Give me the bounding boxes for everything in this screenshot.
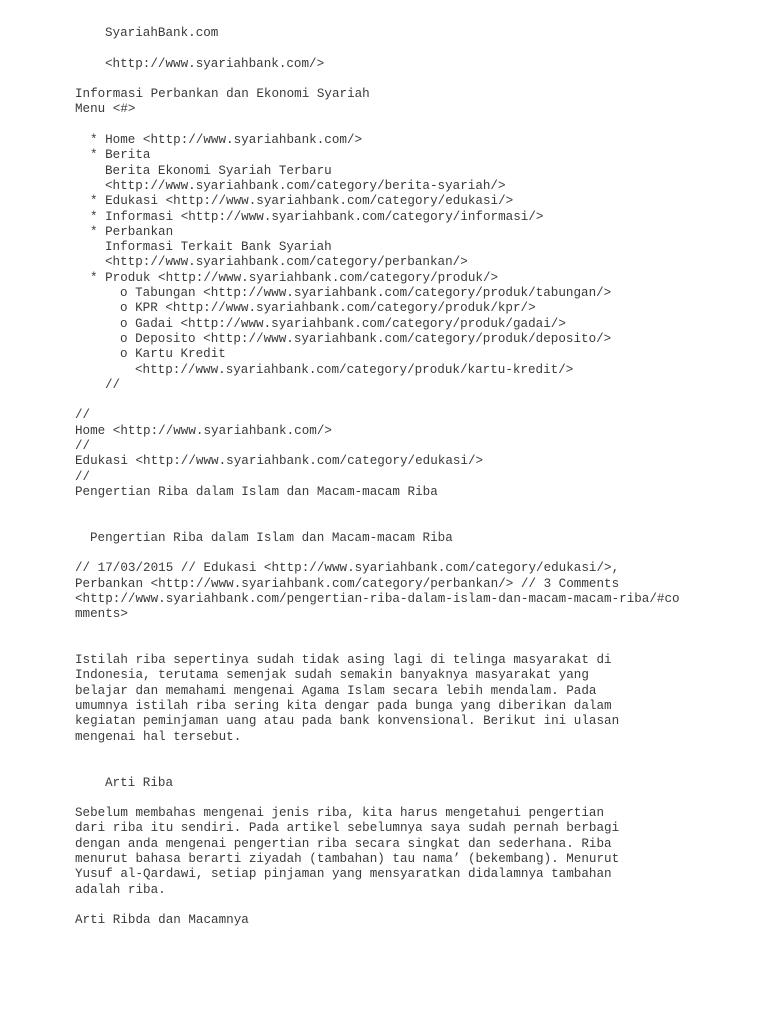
site-url-link[interactable]: <http://www.syariahbank.com/> [105, 56, 325, 71]
article-meta-line[interactable]: <http://www.syariahbank.com/pengertian-riba-dalam-islam-dan-macam-macam-riba/#co [75, 591, 680, 606]
breadcrumb-separator: // [75, 439, 91, 454]
article-paragraph [75, 806, 725, 898]
paragraph-line: belajar dan memahami mengenai Agama Islam secara lebih mendalam. Pada [75, 683, 597, 698]
site-tagline: Informasi Perbankan dan Ekonomi Syariah [75, 87, 370, 102]
breadcrumb-separator: // [75, 408, 91, 423]
article-meta-line[interactable]: mments> [75, 607, 128, 622]
paragraph-line: menurut bahasa berarti ziyadah (tambahan) tau nama’ (bekembang). Menurut [75, 852, 620, 867]
nav-item-home[interactable]: * Home <http://www.syariahbank.com/> [90, 133, 363, 148]
nav-subitem-kartu-kredit[interactable]: o Kartu Kredit [120, 347, 226, 362]
nav-item-berita-url[interactable]: <http://www.syariahbank.com/category/berita-syariah/> [105, 178, 506, 193]
article-title: Pengertian Riba dalam Islam dan Macam-macam Riba [90, 530, 453, 545]
breadcrumb-separator: // [75, 469, 91, 484]
paragraph-line: umumnya istilah riba sering kita dengar pada bunga yang diberikan dalam [75, 699, 612, 714]
nav-subitem-kartu-kredit-url[interactable]: <http://www.syariahbank.com/category/produk/kartu-kredit/> [135, 362, 574, 377]
nav-item-informasi[interactable]: * Informasi <http://www.syariahbank.com/category/informasi/> [90, 209, 544, 224]
nav-end-separator: // [105, 377, 121, 392]
article-meta-line[interactable]: // 17/03/2015 // Edukasi <http://www.syariahbank.com/category/edukasi/>, [75, 561, 620, 576]
paragraph-line: dari riba itu sendiri. Pada artikel sebelumnya saya sudah pernah berbagi [75, 821, 620, 836]
nav-item-perbankan-url[interactable]: <http://www.syariahbank.com/category/perbankan/> [105, 255, 468, 270]
menu-link[interactable]: Menu <#> [75, 102, 136, 117]
paragraph-line: Yusuf al-Qardawi, setiap pinjaman yang mensyaratkan didalamnya tambahan [75, 867, 612, 882]
paragraph-line: Istilah riba sepertinya sudah tidak asing lagi di telinga masyarakat di [75, 653, 612, 668]
site-name: SyariahBank.com [105, 26, 219, 40]
nav-subitem-tabungan[interactable]: o Tabungan <http://www.syariahbank.com/category/produk/tabungan/> [120, 286, 612, 301]
paragraph-line: Sebelum membahas mengenai jenis riba, kita harus mengetahui pengertian [75, 806, 605, 821]
article-meta-line[interactable]: Perbankan <http://www.syariahbank.com/category/perbankan/> // 3 Comments [75, 576, 620, 591]
breadcrumb-current: Pengertian Riba dalam Islam dan Macam-macam Riba [75, 484, 438, 499]
paragraph-line: Indonesia, terutama semenjak sudah semakin banyaknya masyarakat yang [75, 668, 589, 683]
paragraph-line: kegiatan peminjaman uang atau pada bank konvensional. Berikut ini ulasan [75, 714, 620, 729]
article-intro [75, 653, 725, 745]
section-heading-arti-ribda: Arti Ribda dan Macamnya [75, 913, 249, 928]
paragraph-line: mengenai hal tersebut. [75, 729, 242, 744]
section-heading-arti-riba: Arti Riba [105, 775, 174, 790]
nav-subitem-deposito[interactable]: o Deposito <http://www.syariahbank.com/category/produk/deposito/> [120, 331, 612, 346]
nav-item-produk[interactable]: * Produk <http://www.syariahbank.com/category/produk/> [90, 270, 499, 285]
document-page [75, 26, 725, 929]
article-meta [75, 561, 725, 622]
nav-item-berita-title: Berita Ekonomi Syariah Terbaru [105, 163, 332, 178]
nav-item-edukasi[interactable]: * Edukasi <http://www.syariahbank.com/category/edukasi/> [90, 194, 514, 209]
nav-menu [75, 133, 725, 393]
breadcrumb-edukasi-link[interactable]: Edukasi <http://www.syariahbank.com/category/edukasi/> [75, 454, 484, 469]
breadcrumb [75, 408, 725, 500]
paragraph-line: adalah riba. [75, 882, 166, 897]
breadcrumb-home-link[interactable]: Home <http://www.syariahbank.com/> [75, 423, 332, 438]
nav-item-perbankan[interactable]: * Perbankan [90, 224, 174, 239]
paragraph-line: dengan anda mengenai pengertian riba secara singkat dan sederhana. Riba [75, 836, 612, 851]
nav-subitem-kpr[interactable]: o KPR <http://www.syariahbank.com/category/produk/kpr/> [120, 301, 536, 316]
nav-subitem-gadai[interactable]: o Gadai <http://www.syariahbank.com/category/produk/gadai/> [120, 316, 566, 331]
nav-item-perbankan-title: Informasi Terkait Bank Syariah [105, 240, 332, 255]
nav-item-berita[interactable]: * Berita [90, 148, 151, 163]
